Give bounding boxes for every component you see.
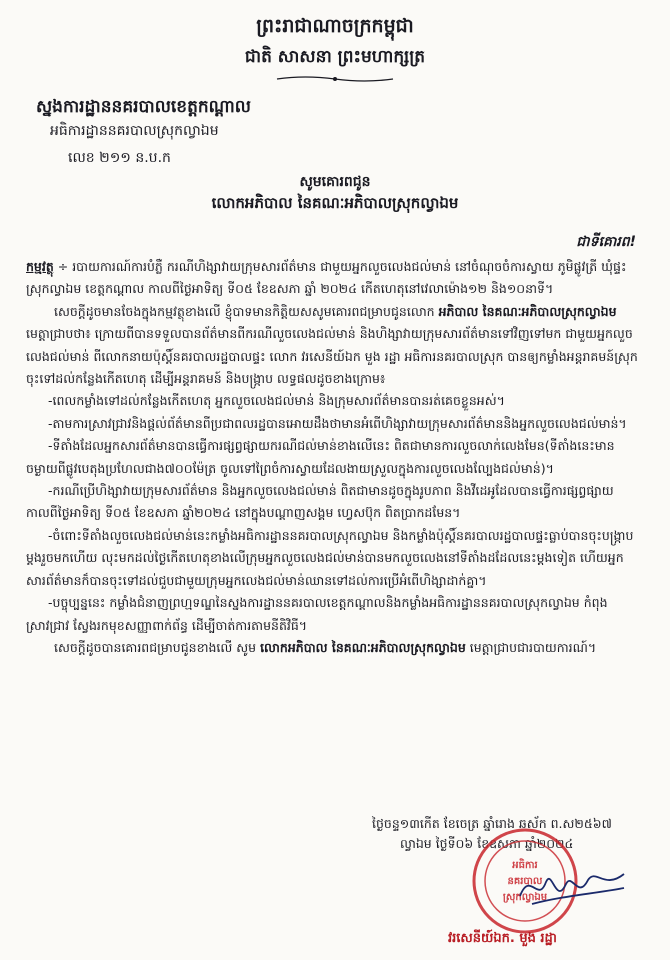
subject-label: កម្មវត្ថុ: [26, 259, 54, 274]
closing-recipient: លោកអភិបាល នៃគណៈអភិបាលស្រុកល្វាឯម: [260, 639, 466, 655]
recipient: លោកអភិបាល នៃគណៈអភិបាលស្រុកល្វាឯម: [211, 194, 459, 212]
closing-paragraph: [26, 637, 638, 659]
finding-item: -តាមការស្រាវជ្រាវនិងផ្តល់ព័ត៌មានពីប្រជាពលរដ្ឋបានអោយដឹងថាមានអំពើហិង្សាវាយក្រុមសារព័ត៌មាននិងអ្នកលួចលេងជល់មាន់។: [48, 415, 627, 431]
subject-line: [26, 256, 638, 301]
kingdom-heading: ព្រះរាជាណាចក្រកម្ពុជា: [256, 15, 414, 37]
commissariat-name: អធិការដ្ឋាននគរបាលស្រុកល្វាឯម: [50, 123, 219, 139]
greeting: ជាទីគោរព!: [576, 234, 636, 250]
intro-text-start: សេចក្តីដូចមានចែងក្នុងកម្មវត្ថុខាងលើ ខ្ញុំបាទមានកិត្តិយសសូមគោរពជម្រាបជូនលោក: [54, 303, 439, 319]
solar-date: ល្វាឯម ថ្ងៃទី០៦ ខែឧសភា ឆ្នាំ២០២៤: [400, 836, 574, 851]
seal-text-2: នគរបាល: [507, 876, 543, 887]
seal-text-3: ស្រុកល្វាឯម: [502, 892, 548, 903]
intro-recipient: អភិបាល នៃគណៈអភិបាលស្រុកល្វាឯម: [438, 303, 617, 319]
finding-item: -ចំពោះទីតាំងលួចលេងជល់មាន់នេះកម្លាំងអធិការដ្ឋាននគរបាលស្រុកល្វាឯម និងកម្លាំងប៉ុស្តិ៍នគរបាលរដ្ឋបាលផ្ទះធ្លាប់បានចុះបង្ក្រាបម្តងរួចមកហើយ លុះមកដល់ថ្ងៃកើតហេតុខាងលើក្រុមអ្នកលួចលេងជល់មាន់បានមកលួចលេងនៅទីតាំងដដែលនេះម្តងទៀត ហើយអ្នកសារព័ត៌មានក៏បានចុះទៅដល់ជួបជាមួយក្រុមអ្នកលេងជល់មាន់ឈានទៅដល់ការប្រើអំពើហិង្សាដាក់គ្នា។: [26, 527, 634, 588]
signatory-name: វរសេនីយ៍ឯក. មួង រដ្ឋា: [448, 931, 557, 946]
subject-separator: ÷: [53, 259, 73, 274]
finding-item: -ករណីប្រើហិង្សាវាយក្រុមសារព័ត៌មាន និងអ្នកលួចលេងជល់មាន់ ពិតជាមានដូចក្នុងរូបភាព និងវីដេអូដែលបានធ្វើការផ្សព្វផ្សាយ កាលពីថ្ងៃអាទិត្យ ទី០៥ ខែឧសភា ឆ្នាំ២០២៤ នៅក្នុងបណ្តាញសង្គម ហ្វេសប៊ុក ពិតប្រាកដមែន។: [26, 483, 614, 521]
reference-number: លេខ ២១១ ន.ប.ក: [68, 150, 171, 166]
lunar-date: ថ្ងៃចន្ទ១៣កើត ខែចេត្រ ឆ្នាំរោង ឆស័ក ព.ស២៥៦៧: [372, 816, 612, 831]
salutation: សូមគោរពជូន: [299, 174, 371, 190]
finding-item: -បច្ចុប្បន្ននេះ កម្លាំងជំនាញព្រហ្មទណ្ឌនៃស្នងការដ្ឋាននគរបាលខេត្តកណ្តាលនិងកម្លាំងអធិការដ្ឋាននគរបាលស្រុកល្វាឯម កំពុងស្រាវជ្រាវ ស្វែងរកមុខសញ្ញាពាក់ព័ន្ធ ដើម្បីចាត់ការតាមនីតិវិធី។: [26, 595, 608, 633]
closing-text-start: សេចក្តីដូចបានគោរពជម្រាបជូនខាងលើ សូម: [54, 639, 261, 655]
seal-text-1: អធិការ: [512, 860, 538, 871]
subject-text: របាយការណ៍ការបំភ្លឺ ករណីហិង្សាវាយក្រុមសារព័ត៌មាន ជាមួយអ្នកលួចលេងជល់មាន់ នៅចំណុចចំការស្វាយ ភូមិផ្លូវត្រី ឃុំផ្ទះ ស្រុកល្វាឯម ខេត្តកណ្តាល កាលពីថ្ងៃអាទិត្យ ទី០៥ ខែឧសភា ឆ្នាំ ២០២៤ កើតហេតុនៅវេលាម៉ោង១២ និង១០នាទី។: [26, 259, 627, 297]
national-motto: ជាតិ សាសនា ព្រះមហាក្សត្រ: [244, 47, 426, 67]
ornament-divider: [275, 75, 395, 83]
closing-text-rest: មេត្តាជ្រាបជារបាយការណ៍។: [465, 639, 597, 655]
letter-body: [26, 256, 638, 659]
finding-item: -ពេលកម្លាំងទៅដល់កន្លែងកើតហេតុ អ្នកលួចលេងជល់មាន់ និងក្រុមសារព័ត៌មានបានរត់គេចខ្លួនអស់។: [48, 393, 505, 409]
signature: [512, 860, 632, 915]
intro-text-rest: មេត្តាជ្រាបថា៖ ក្រោយពីបានទទួលបានព័ត៌មានពីករណីលួចលេងជល់មាន់ និងហិង្សាវាយក្រុមសារព័ត៌មានទៅវិញទៅមក ជាមួយអ្នកលួចលេងជល់មាន់ ពីលោកនាយប៉ុស្តិ៍នគរបាលរដ្ឋបាលផ្ទះ លោក វរសេនីយ៍ឯក មួង រដ្ឋា អធិការនគរបាលស្រុក បានឲ្យកម្លាំងអន្តរាគមន៍ស្រុក ចុះទៅដល់កន្លែងកើតហេតុ ដើម្បីអន្តរាគមន៍ និងបង្ក្រាប លទ្ធផលដូចខាងក្រោម៖: [26, 326, 638, 387]
issuer-name: ស្នងការដ្ឋាននគរបាលខេត្តកណ្តាល: [36, 97, 251, 117]
finding-item: -ទីតាំងដែលអ្នកសារព័ត៌មានបានធ្វើការផ្សព្វផ្សាយករណីជល់មាន់ខាងលើនេះ ពិតជាមានការលួចលាក់លេងមែន(ទីតាំងនេះមានចម្ងាយពីផ្លូវបេតុងប្រហែលជាង៧០០ម៉ែត្រ ចូលទៅព្រៃចំការស្វាយដែលងាយស្រួលក្នុងការលួចលេងល្បែងជល់មាន់)។: [26, 438, 615, 476]
intro-paragraph: [26, 301, 638, 391]
